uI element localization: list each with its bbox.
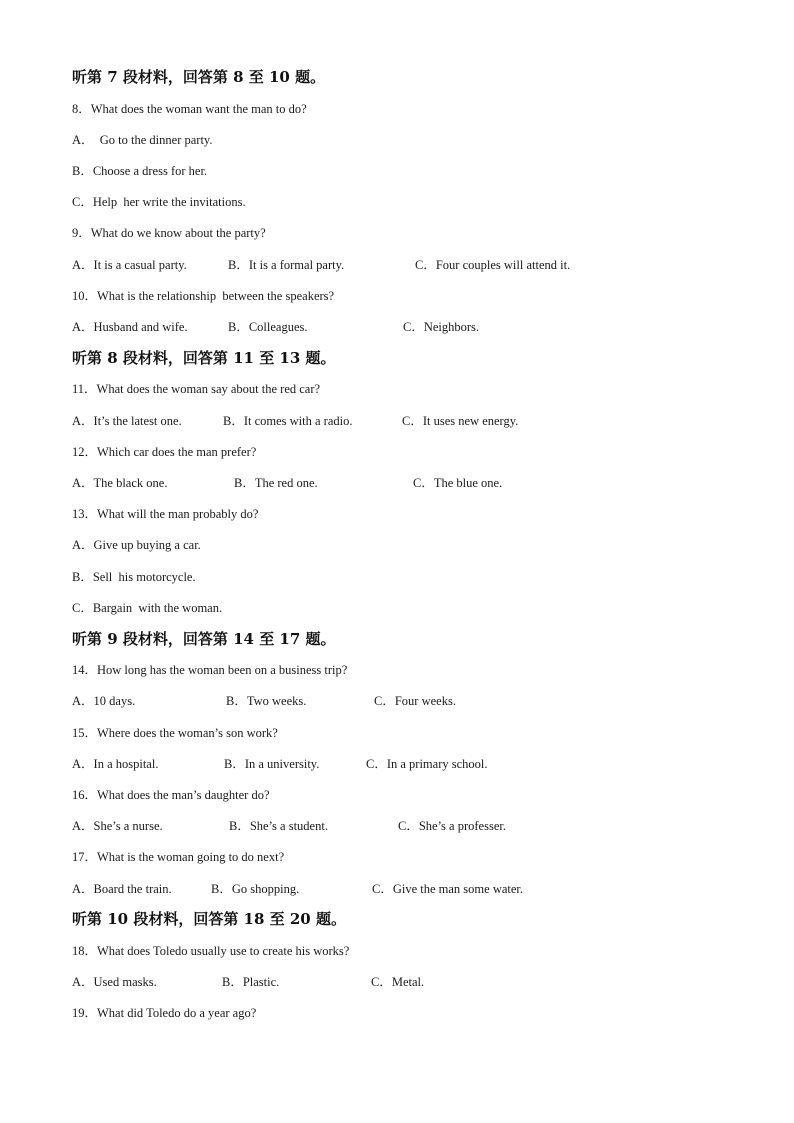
question-text: 8．What does the woman want the man to do? (72, 102, 307, 116)
options-row (72, 475, 503, 491)
section-heading: 听第 10 段材料，回答第 18 至 20 题。 (72, 910, 346, 928)
option-a: A．Give up buying a car. (72, 538, 201, 552)
option-c: C．Give the man some water. (372, 882, 524, 896)
question-text: 9．What do we know about the party? (72, 226, 266, 240)
option-a: A．It’s the latest one. (72, 414, 182, 428)
option-b: B．Choose a dress for her. (72, 164, 208, 178)
option-b: B．It comes with a radio. (223, 414, 353, 428)
options-row (72, 319, 480, 335)
option-a: A．She’s a nurse. (72, 819, 163, 833)
option-c: C．The blue one. (413, 476, 503, 490)
option-c: C．Bargain with the woman. (72, 601, 223, 615)
option-b: B．In a university. (224, 757, 320, 771)
option-b: B．Two weeks. (226, 694, 307, 708)
option-c: C．Help her write the invitations. (72, 195, 246, 209)
option-c: C．In a primary school. (366, 757, 488, 771)
options-row (72, 756, 488, 772)
options-row (72, 693, 456, 709)
option-a: A．10 days. (72, 694, 136, 708)
option-c: C．Four weeks. (374, 694, 456, 708)
option-b: B．She’s a student. (229, 819, 328, 833)
question-text: 17．What is the woman going to do next? (72, 850, 285, 864)
options-row (72, 818, 506, 834)
question-text: 13．What will the man probably do? (72, 507, 259, 521)
question-text: 19．What did Toledo do a year ago? (72, 1006, 257, 1020)
option-b: B．It is a formal party. (228, 258, 345, 272)
option-a: A．Board the train. (72, 882, 172, 896)
section-heading: 听第 7 段材料，回答第 8 至 10 题。 (72, 68, 326, 86)
option-a: A．The black one. (72, 476, 168, 490)
options-row (72, 413, 519, 429)
option-a: A． Go to the dinner party. (72, 133, 213, 147)
question-text: 15．Where does the woman’s son work? (72, 726, 278, 740)
option-a: A．It is a casual party. (72, 258, 187, 272)
option-c: C．Four couples will attend it. (415, 258, 571, 272)
option-b: B．Go shopping. (211, 882, 300, 896)
question-text: 16．What does the man’s daughter do? (72, 788, 270, 802)
question-text: 10．What is the relationship between the speakers? (72, 289, 335, 303)
option-a: A．Husband and wife. (72, 320, 188, 334)
option-b: B．Plastic. (222, 975, 280, 989)
option-b: B．Sell his motorcycle. (72, 570, 196, 584)
options-row (72, 881, 524, 897)
option-c: C．Neighbors. (403, 320, 480, 334)
question-text: 11．What does the woman say about the red car? (72, 382, 321, 396)
question-text: 14．How long has the woman been on a business trip? (72, 663, 348, 677)
options-row (72, 974, 425, 990)
question-text: 18．What does Toledo usually use to create his works? (72, 944, 350, 958)
option-b: B．Colleagues. (228, 320, 308, 334)
option-c: C．She’s a professer. (398, 819, 506, 833)
option-a: A．Used masks. (72, 975, 157, 989)
section-heading: 听第 8 段材料，回答第 11 至 13 题。 (72, 349, 336, 367)
options-row (72, 257, 571, 273)
option-b: B．The red one. (234, 476, 318, 490)
section-heading: 听第 9 段材料，回答第 14 至 17 题。 (72, 630, 336, 648)
option-a: A．In a hospital. (72, 757, 159, 771)
option-c: C．Metal. (371, 975, 425, 989)
option-c: C．It uses new energy. (402, 414, 519, 428)
question-text: 12．Which car does the man prefer? (72, 445, 257, 459)
